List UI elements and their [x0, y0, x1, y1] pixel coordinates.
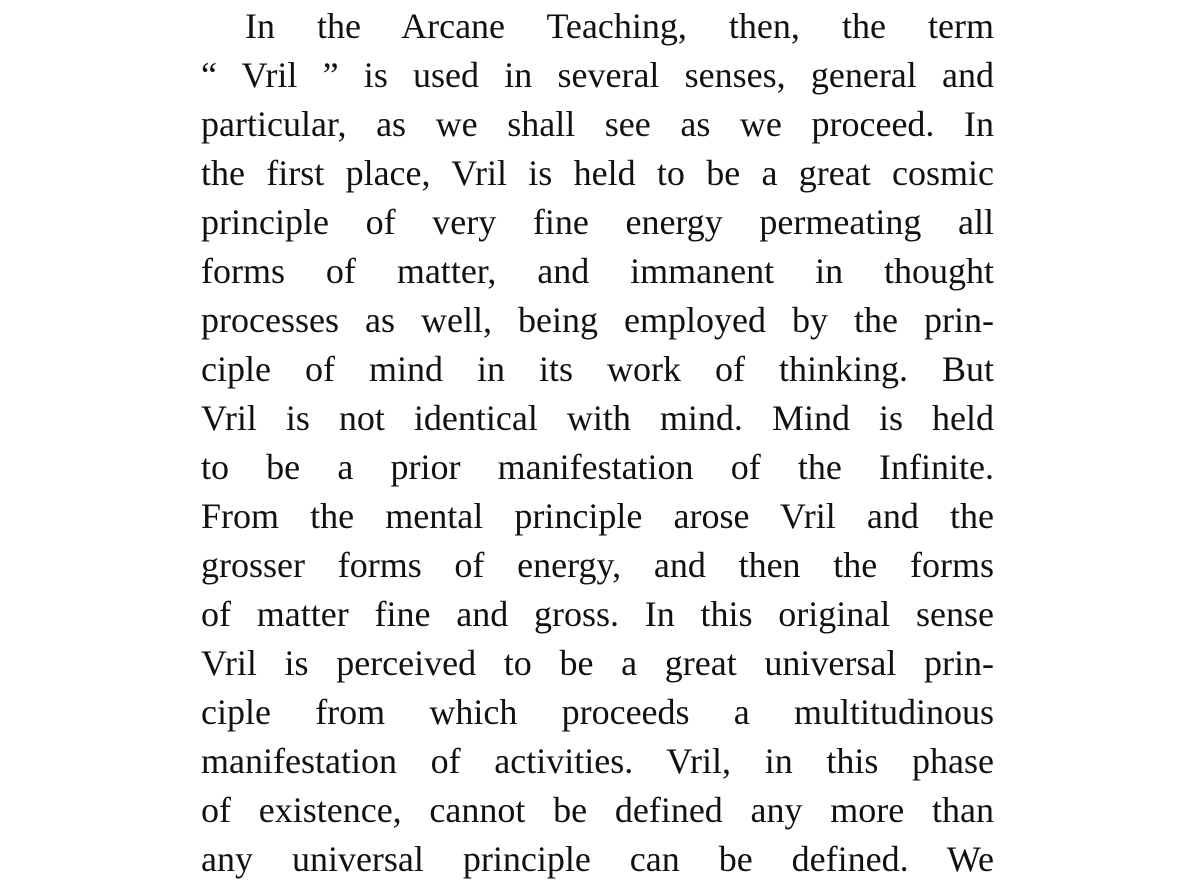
paragraph-line-3: particular, as we shall see as we proceed. In: [201, 104, 994, 144]
paragraph-line-4: the first place, Vril is held to be a great cosmic: [201, 153, 994, 193]
paragraph-line-15: ciple from which proceeds a multitudinous: [201, 692, 994, 732]
paragraph-line-1: In the Arcane Teaching, then, the term: [245, 6, 994, 46]
paragraph-line-8: ciple of mind in its work of thinking. But: [201, 349, 994, 389]
paragraph-line-14: Vril is perceived to be a great universal prin-: [201, 643, 994, 683]
paragraph-line-5: principle of very fine energy permeating all: [201, 202, 994, 242]
paragraph-line-13: of matter fine and gross. In this original sense: [201, 594, 994, 634]
paragraph-line-6: forms of matter, and immanent in thought: [201, 251, 994, 291]
paragraph-line-18: any universal principle can be defined. We: [201, 839, 994, 879]
paragraph-line-10: to be a prior manifestation of the Infinite.: [201, 447, 994, 487]
paragraph-line-17: of existence, cannot be defined any more than: [201, 790, 994, 830]
paragraph-line-9: Vril is not identical with mind. Mind is held: [201, 398, 994, 438]
paragraph-line-12: grosser forms of energy, and then the forms: [201, 545, 994, 585]
paragraph-line-2: “ Vril ” is used in several senses, general and: [201, 55, 994, 95]
body-paragraph: [201, 2, 994, 883]
paragraph-line-16: manifestation of activities. Vril, in this phase: [201, 741, 994, 781]
paragraph-line-7: processes as well, being employed by the prin-: [201, 300, 994, 340]
paragraph-line-11: From the mental principle arose Vril and the: [201, 496, 994, 536]
